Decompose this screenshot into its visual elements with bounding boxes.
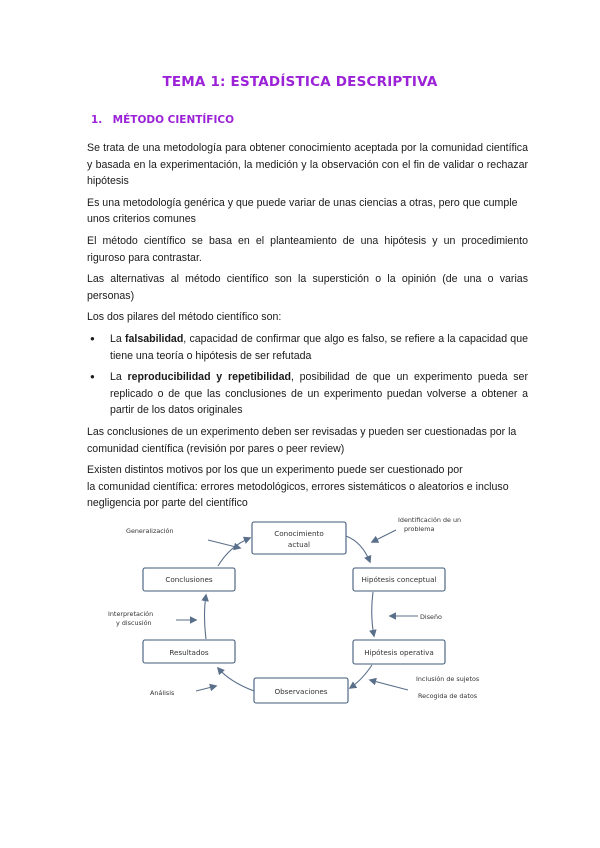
label-diseno: Diseño: [420, 613, 442, 621]
cycle-arrow-2: [372, 592, 374, 636]
label-interpretacion-2: y discusión: [116, 619, 152, 627]
section-number: 1.: [91, 114, 103, 126]
paragraph-definition: Se trata de una metodología para obtener conocimiento aceptada por la comunidad científica y basada en la experimentación, la medición y la observación con el fin de validar o rechazar hipótesis: [87, 142, 528, 188]
paragraph-hypothesis: El método científico se basa en el planteamiento de una hipótesis y un procedimiento riguroso para contrastar.: [87, 234, 528, 264]
label-identificacion-1: Identificación de un: [398, 516, 462, 524]
box-conocimiento: [252, 522, 346, 554]
box-label-hipotesis-operativa: Hipótesis operativa: [364, 648, 434, 657]
label-analisis: Análisis: [150, 689, 175, 697]
input-arrow-analisis: [196, 686, 216, 691]
bullet-text: , capacidad de confirmar que algo es falso, se refiere a la capacidad que tiene una teoría o hipótesis de ser refutada: [110, 332, 528, 362]
body-text: [87, 140, 528, 517]
bullet-term: reproducibilidad y repetibilidad: [127, 371, 291, 384]
label-recogida: Recogida de datos: [418, 692, 478, 700]
paragraph-alternatives: Las alternativas al método científico son la superstición o la opinión (de una o varias personas): [87, 273, 528, 302]
list-item: [87, 369, 528, 419]
bullet-prefix: La: [110, 332, 126, 345]
box-label-conclusiones: Conclusiones: [165, 575, 213, 584]
paragraph-reasons: [87, 462, 528, 512]
cycle-arrow-6: [218, 538, 250, 566]
paragraph-generic: Es una metodología genérica y que puede variar de unas ciencias a otras, pero que cumple unos criterios comunes: [87, 196, 518, 226]
box-label-conocimiento-2: actual: [287, 540, 311, 549]
input-arrow-generalizacion: [208, 540, 240, 548]
cycle-arrow-1: [346, 536, 370, 562]
box-label-conocimiento-1: Conocimiento: [274, 529, 324, 538]
paragraph-pillars: Los dos pilares del método científico son:: [87, 311, 282, 324]
label-generalizacion: Generalización: [126, 527, 174, 535]
bullet-term: falsabilidad: [125, 332, 184, 345]
box-label-observaciones: Observaciones: [274, 687, 328, 696]
paragraph-peer-review: Las conclusiones de un experimento deben ser revisadas y pueden ser cuestionadas por la comunidad científica (revisión por pares o peer review): [87, 425, 517, 455]
document-title: TEMA 1: ESTADÍSTICA DESCRIPTIVA: [162, 74, 438, 90]
cycle-arrow-3: [350, 665, 372, 688]
label-interpretacion-1: Interpretación: [108, 610, 154, 618]
reasons-line-2: la comunidad científica: errores metodológicos, errores sistemáticos o aleatorios e incluso negligencia por parte del científico: [87, 480, 509, 510]
label-inclusion: Inclusión de sujetos: [416, 675, 480, 683]
reasons-line-1: Existen distintos motivos por los que un experimento puede ser cuestionado por: [87, 464, 463, 477]
cycle-arrow-5: [205, 595, 207, 639]
box-label-hipotesis-conceptual: Hipótesis conceptual: [361, 575, 437, 584]
list-item: [87, 331, 528, 364]
box-label-resultados: Resultados: [169, 648, 209, 657]
section-heading: [91, 114, 234, 126]
input-arrow-recogida: [370, 680, 408, 690]
label-identificacion-2: problema: [404, 525, 435, 533]
cycle-arrow-4: [218, 668, 254, 691]
section-title: MÉTODO CIENTÍFICO: [112, 114, 235, 126]
bullet-text: , posibilidad de que un experimento pueda ser replicado o de que las conclusiones de un experimento puedan volverse a obtener a partir de los datos originales: [110, 371, 528, 417]
scientific-method-diagram: [100, 510, 500, 710]
bullet-prefix: La: [110, 371, 128, 384]
input-arrow-identificacion: [372, 530, 396, 542]
pillars-list: [87, 331, 528, 419]
